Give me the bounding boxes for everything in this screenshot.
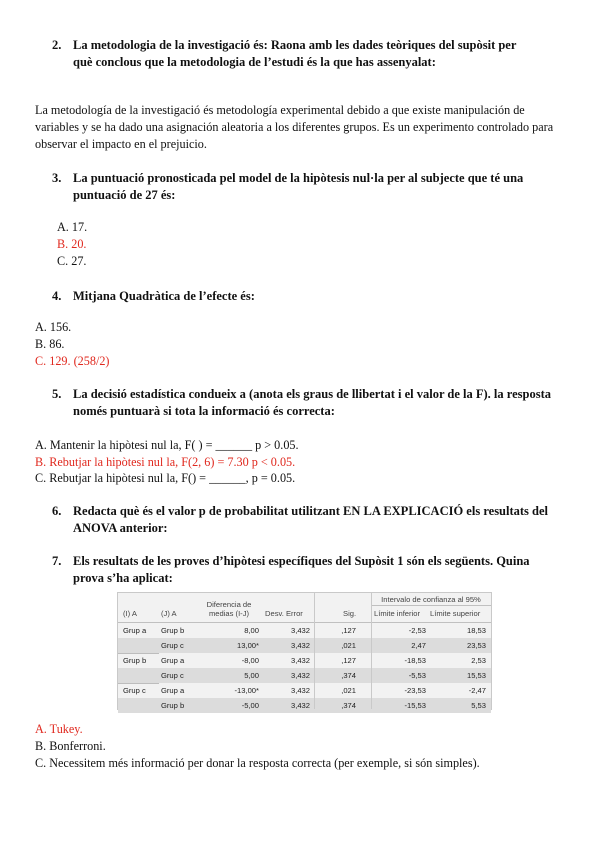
cell-lower: -5,53 xyxy=(408,671,426,680)
cell-diff: -13,00* xyxy=(234,686,259,695)
cell-se: 3,432 xyxy=(290,641,310,650)
table-row xyxy=(118,623,491,638)
option-c: C. 27. xyxy=(57,254,87,268)
question-3 xyxy=(52,170,564,204)
col-header-upper: Límite superior xyxy=(430,609,481,618)
cell-lower: -15,53 xyxy=(404,701,426,710)
col-header-sig: Sig. xyxy=(343,609,357,618)
option-a: A. 17. xyxy=(57,220,88,234)
table-row xyxy=(118,653,491,668)
question-text: La puntuació pronosticada pel model de la hipòtesis nul·la per al subjecte que té una puntuació de 27 és: xyxy=(73,171,524,202)
question-number: 5. xyxy=(52,387,62,401)
cell-diff: -5,00 xyxy=(241,701,259,710)
cell-sig: ,021 xyxy=(341,686,356,695)
question-number: 6. xyxy=(52,504,62,518)
option-b-correct: B. Rebutjar la hipòtesi nul la, F(2, 6) = 7.30 p < 0.05. xyxy=(35,455,296,469)
option-b: B. Bonferroni. xyxy=(35,739,106,753)
cell-j: Grup b xyxy=(161,701,185,710)
cell-j: Grup a xyxy=(161,656,185,665)
cell-se: 3,432 xyxy=(290,701,310,710)
option-c: C. Necessitem més informació per donar la resposta correcta (per exemple, si són simples). xyxy=(35,756,480,770)
col-header-lower: Límite inferior xyxy=(374,609,421,618)
option-c: C. Rebutjar la hipòtesi nul la, F() = ______, p = 0.05. xyxy=(35,471,296,485)
cell-lower: -18,53 xyxy=(404,656,426,665)
cell-j: Grup c xyxy=(161,671,184,680)
cell-diff: 5,00 xyxy=(244,671,259,680)
cell-se: 3,432 xyxy=(290,656,310,665)
question-5 xyxy=(52,386,552,420)
table-row xyxy=(118,683,491,698)
col-header-i: (I) A xyxy=(123,609,137,618)
cell-upper: 15,53 xyxy=(466,671,486,680)
question-7 xyxy=(52,553,542,587)
cell-i: Grup a xyxy=(123,626,147,635)
column-divider xyxy=(371,593,372,709)
cell-sig: ,374 xyxy=(341,701,356,710)
cell-i: Grup c xyxy=(123,686,146,695)
question-6 xyxy=(52,503,552,537)
multiple-comparisons-table xyxy=(117,592,492,710)
question-text: La decisió estadística condueix a (anota els graus de llibertat i el valor de la F). la resposta només puntuarà si tota la informació és correcta: xyxy=(73,387,551,418)
column-divider xyxy=(314,593,315,709)
question-number: 4. xyxy=(52,289,62,303)
col-header-se: Desv. Error xyxy=(265,609,303,618)
cell-se: 3,432 xyxy=(290,686,310,695)
cell-diff: 8,00 xyxy=(244,626,259,635)
group-divider xyxy=(118,683,159,684)
answer-paragraph: La metodología de la investigació és metodología experimental debido a que existe manipulación de variables y se ha dado una asignación aleatoria a los diferentes grupos. Es un experimento controlado para observar el impacto en el prejuicio. xyxy=(35,103,554,151)
cell-j: Grup c xyxy=(161,641,184,650)
option-c-correct: C. 129. (258/2) xyxy=(35,354,110,368)
cell-diff: 13,00* xyxy=(237,641,259,650)
cell-upper: -2,47 xyxy=(468,686,486,695)
group-divider xyxy=(118,653,159,654)
question-number: 7. xyxy=(52,554,62,568)
cell-upper: 5,53 xyxy=(471,701,486,710)
question-4 xyxy=(52,288,527,305)
option-a: A. 156. xyxy=(35,320,72,334)
cell-se: 3,432 xyxy=(290,671,310,680)
table-row xyxy=(118,638,491,653)
cell-lower: 2,47 xyxy=(411,641,426,650)
option-a: A. Mantenir la hipòtesi nul la, F( ) = ______ p > 0.05. xyxy=(35,438,299,452)
cell-lower: -2,53 xyxy=(408,626,426,635)
ci-header-line xyxy=(371,605,491,606)
col-header-j: (J) A xyxy=(161,609,177,618)
cell-j: Grup b xyxy=(161,626,185,635)
question-text: Redacta què és el valor p de probabilitat utilitzant EN LA EXPLICACIÓ els resultats del ANOVA anterior: xyxy=(73,504,549,535)
option-b-correct: B. 20. xyxy=(57,237,87,251)
cell-se: 3,432 xyxy=(290,626,310,635)
cell-sig: ,127 xyxy=(341,656,356,665)
question-text: Mitjana Quadràtica de l’efecte és: xyxy=(73,289,255,303)
table-row xyxy=(118,668,491,683)
question-number: 3. xyxy=(52,171,62,185)
cell-sig: ,374 xyxy=(341,671,356,680)
question-text: La metodologia de la investigació és: Raona amb les dades teòriques del supòsit per què conclous que la metodologia de l’estudi és la que has assenyalat: xyxy=(73,38,517,69)
cell-upper: 2,53 xyxy=(471,656,486,665)
option-b: B. 86. xyxy=(35,337,65,351)
ci-header: Intervalo de confianza al 95% xyxy=(381,595,481,604)
question-number: 2. xyxy=(52,38,62,52)
col-header-diff: Diferencia de medias (I-J) xyxy=(206,600,252,618)
cell-upper: 23,53 xyxy=(466,641,486,650)
cell-j: Grup a xyxy=(161,686,185,695)
cell-lower: -23,53 xyxy=(404,686,426,695)
table-row xyxy=(118,698,491,713)
question-2 xyxy=(52,37,527,71)
cell-sig: ,021 xyxy=(341,641,356,650)
cell-upper: 18,53 xyxy=(466,626,486,635)
cell-sig: ,127 xyxy=(341,626,356,635)
cell-i: Grup b xyxy=(123,656,147,665)
cell-diff: -8,00 xyxy=(241,656,259,665)
question-text: Els resultats de les proves d’hipòtesi específiques del Supòsit 1 són els següents. Quina prova s’ha aplicat: xyxy=(73,554,530,585)
option-a-correct: A. Tukey. xyxy=(35,722,83,736)
